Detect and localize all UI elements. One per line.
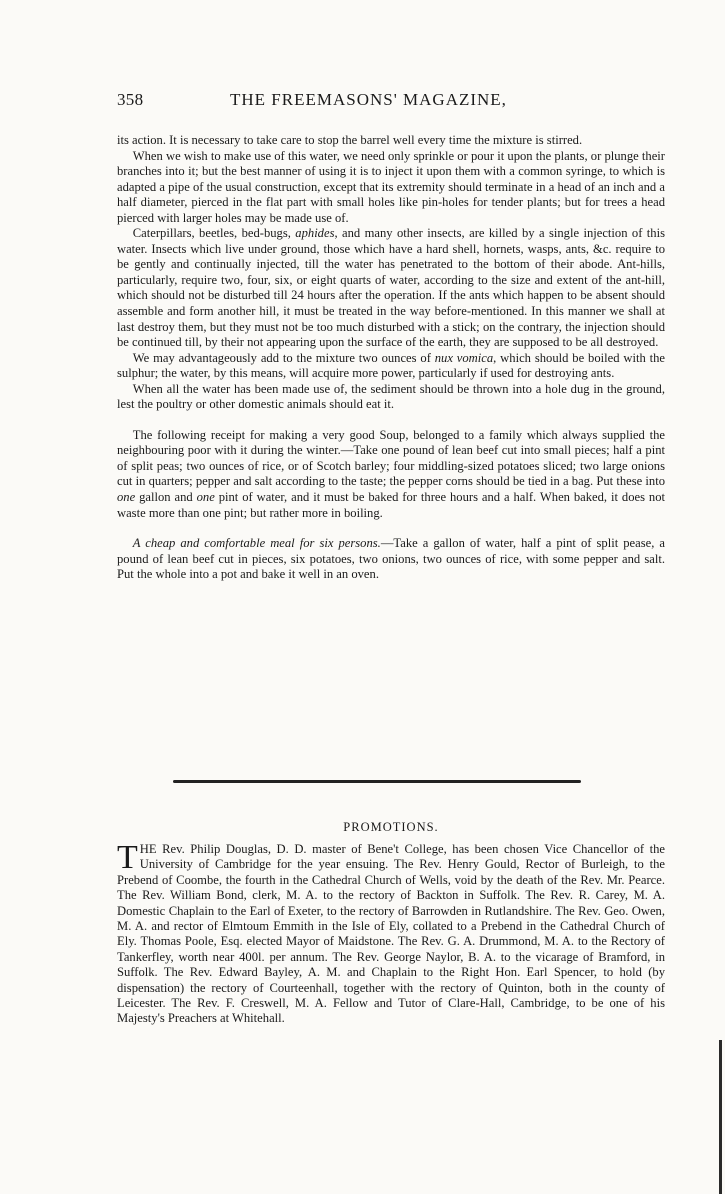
text-run: its action. It is necessary to take care to stop the barrel well every time the mixture is stirred. (117, 133, 583, 147)
page-header (117, 90, 665, 116)
promotions-section (117, 839, 665, 1027)
section-divider (173, 780, 581, 783)
text-run: —Take a gallon of water, half a pint of split pease, a pound of lean beef cut in pieces, six potatoes, two onions, two ounces of rice, with some pepper and salt. Put the whole into a pot and bake it well in an oven. (117, 536, 665, 582)
paragraph (117, 351, 665, 382)
page-number: 358 (117, 90, 144, 109)
italic-text-run: A cheap and comfortable meal for six persons. (132, 536, 381, 551)
article-body (117, 133, 665, 583)
text-run: Caterpillars, beetles, bed-bugs, (132, 226, 296, 241)
text-run: gallon and (135, 490, 197, 505)
page-edge-line (719, 1040, 722, 1194)
paragraph (117, 149, 665, 227)
promotions-heading: PROMOTIONS. (343, 820, 439, 834)
italic-text-run: one (196, 490, 215, 505)
italic-text-run: aphides (295, 226, 335, 241)
text-run: , and many other insects, are killed by a single injection of this water. Insects which live under ground, those which have a hard shell, hornets, wasps, ants, &c. require to be gently and continually injected, till the water has penetrated to the bottom of their abode. Ant-hills, particularly, require two, four, six, or eight quarts of water, according to the size and extent of the ant-hill, which should not be disturbed till 24 hours after the operation. If the ants which happen to be absent should assemble and form another hill, it must be treated in the way before-mentioned. In this manner we shall at last destroy them, but they must not be too much disturbed with a stick; on the contrary, the injection should be continued till, by their not appearing upon the surface of the earth, they are supposed to be all destroyed. (117, 226, 665, 350)
text-run: When all the water has been made use of, the sediment should be thrown into a hole dug in the ground, lest the poultry or other domestic animals should eat it. (117, 381, 665, 412)
drop-cap: T (117, 839, 138, 876)
text-run: The following receipt for making a very good Soup, belonged to a family which always supplied the neighbouring poor with it during the winter.—Take one pound of lean beef cut into small pieces; half a pint of split peas; two ounces of rice, or of Scotch barley; four middling-sized potatoes sliced; two large onions cut in quarters; pepper and salt according to the taste; the pepper corns should be tied in a bag. Put these into (117, 427, 665, 489)
paragraph (117, 428, 665, 521)
text-run: pint of water, and it must be baked for three hours and a half. When baked, it does not waste more than one pint; but rather more in boiling. (117, 490, 665, 520)
running-title: THE FREEMASONS' MAGAZINE, (230, 90, 507, 109)
text-run: When we wish to make use of this water, we need only sprinkle or pour it upon the plants, or plunge their branches into it; but the best manner of using it is to inject it upon them with a common syringe, to which is adapted a pipe of the usual construction, except that its extremity should terminate in a head of an inch and a half diameter, pierced in the flat part with small holes like pin-holes for tender plants; but for trees a head pierced with larger holes may be made use of. (117, 148, 665, 225)
paragraph (117, 133, 665, 149)
italic-text-run: nux vomica (434, 350, 494, 365)
text-run: We may advantageously add to the mixture two ounces of (132, 350, 435, 365)
promotions-text: HE Rev. Philip Douglas, D. D. master of Bene't College, has been chosen Vice Chancellor of the University of Cambridge for the year ensuing. The Rev. Henry Gould, Rector of Burleigh, to the Prebend of Coombe, the fourth in the Cathedral Church of Wells, void by the death of the Rev. Mr. Pearce. The Rev. William Bond, clerk, M. A. to the rectory of Backton in Suffolk. The Rev. R. Carey, M. A. Domestic Chaplain to the Earl of Exeter, to the rectory of Barrowden in Rutlandshire. The Rev. Geo. Owen, M. A. and rector of Elmtoum Emmith in the Isle of Ely, collated to a Prebend in the Cathedral Church of Ely. Thomas Poole, Esq. elected Mayor of Maidstone. The Rev. G. A. Drummond, M. A. to the Rectory of Tankerfley, worth near 400l. per annum. The Rev. George Naylor, B. A. to the vicarage of Bramford, in Suffolk. The Rev. Edward Bayley, A. M. and Chaplain to the Right Hon. Earl Spencer, to hold (by dispensation) the rectory of Courteenhall, together with the rectory of Quinton, both in the county of Leicester. The Rev. F. Creswell, M. A. Fellow and Tutor of Clare-Hall, Cambridge, to be one of his Majesty's Preachers at Whitehall. (117, 842, 665, 1026)
italic-text-run: one (117, 490, 136, 505)
paragraph (117, 226, 665, 350)
paragraph (117, 536, 665, 583)
paragraph (117, 382, 665, 413)
text-run: , which should be boiled with the sulphur; the water, by this means, will acquire more power, particularly if used for destroying ants. (117, 350, 666, 381)
